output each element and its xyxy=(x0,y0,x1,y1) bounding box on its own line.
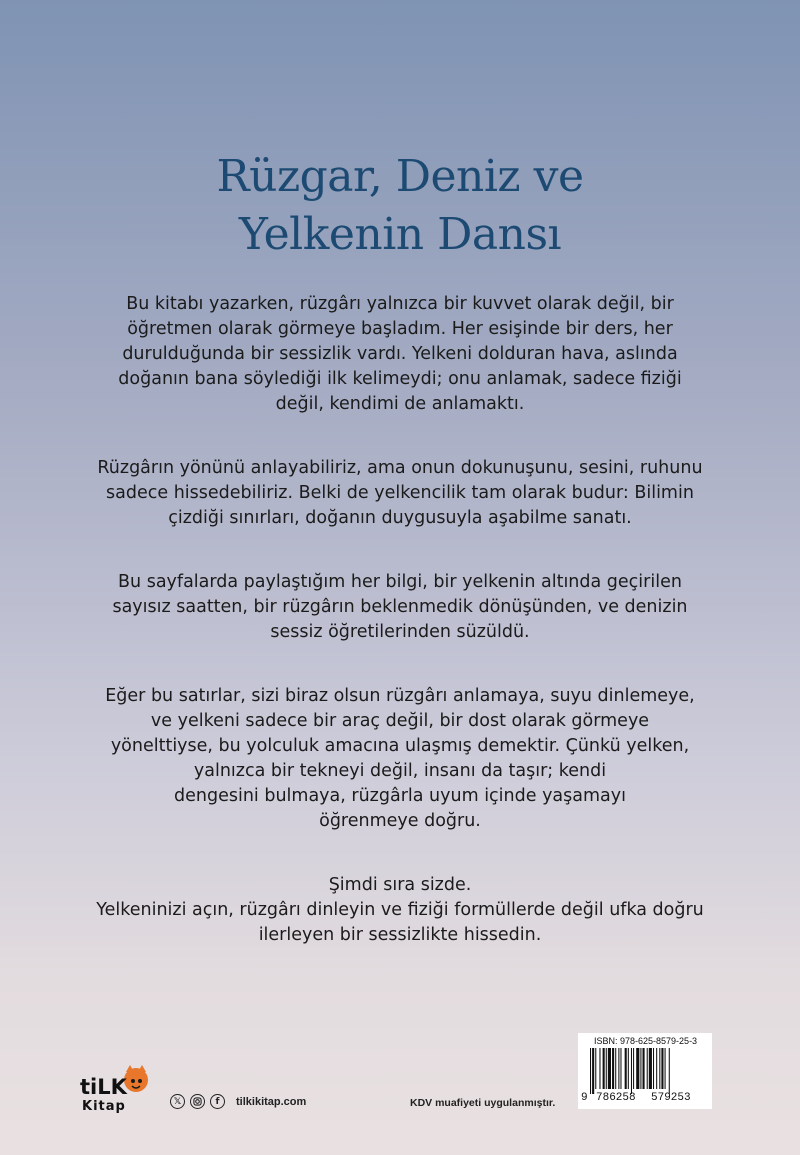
svg-text:Kitap: Kitap xyxy=(82,1099,126,1114)
paragraph-line: öğretmen olarak görmeye başladım. Her esişinde bir ders, her xyxy=(127,319,673,339)
paragraph xyxy=(80,292,720,417)
paragraph-line: Bu kitabı yazarken, rüzgârı yalnızca bir kuvvet olarak değil, bir xyxy=(126,294,674,314)
paragraph-line: Şimdi sıra sizde. xyxy=(328,875,472,895)
paragraph-line: Yelkeninizi açın, rüzgârı dinleyin ve fiziği formüllerde değil ufka doğru xyxy=(96,900,704,920)
paragraph-line: dengesini bulmaya, rüzgârla uyum içinde yaşamayı xyxy=(174,786,626,806)
tilki-kitap-logo xyxy=(78,1064,150,1114)
instagram-icon[interactable] xyxy=(190,1094,205,1109)
book-title xyxy=(0,148,800,264)
paragraph-line: yalnızca bir tekneyi değil, insanı da taşır; kendi xyxy=(193,761,607,781)
social-links xyxy=(170,1094,306,1109)
paragraph-line: Bu sayfalarda paylaştığım her bilgi, bir yelkenin altında geçirilen xyxy=(118,572,682,592)
svg-text:tiLK: tiLK xyxy=(80,1075,127,1099)
paragraph xyxy=(80,684,720,834)
back-cover-text xyxy=(80,292,720,987)
paragraph-line: çizdiği sınırları, doğanın duygusuyla aşabilme sanatı. xyxy=(168,508,632,528)
paragraph-line: değil, kendimi de anlamaktı. xyxy=(275,394,525,414)
tax-exemption-note: KDV muafiyeti uygulanmıştır. xyxy=(410,1097,556,1109)
paragraph-line: durulduğunda bir sessizlik vardı. Yelkeni dolduran hava, aslında xyxy=(122,344,678,364)
paragraph xyxy=(80,873,720,948)
paragraph-line: sessiz öğretilerinden süzüldü. xyxy=(270,622,530,642)
fox-icon xyxy=(124,1065,148,1092)
barcode-bars xyxy=(590,1048,702,1094)
paragraph-line: ilerleyen bir sessizlikte hissedin. xyxy=(258,925,542,945)
publisher-website[interactable]: tilkikitap.com xyxy=(236,1095,307,1108)
x-icon[interactable]: 𝕏 xyxy=(170,1094,185,1109)
paragraph-line: doğanın bana söylediği ilk kelimeydi; onu anlamak, sadece fiziği xyxy=(118,369,682,389)
paragraph-line: sadece hissedebiliriz. Belki de yelkencilik tam olarak budur: Bilimin xyxy=(106,483,694,503)
isbn-label: ISBN: 978-625-8579-25-3 xyxy=(594,1036,698,1046)
paragraph xyxy=(80,456,720,531)
book-title-line-1: Rüzgar, Deniz ve xyxy=(216,151,584,202)
paragraph-line: Eğer bu satırlar, sizi biraz olsun rüzgârı anlamaya, suyu dinlemeye, xyxy=(105,686,695,706)
barcode-digit-first: 9 xyxy=(581,1092,588,1104)
paragraph-line: Rüzgârın yönünü anlayabiliriz, ama onun dokunuşunu, sesini, ruhunu xyxy=(97,458,703,478)
isbn-barcode xyxy=(578,1033,712,1109)
facebook-icon[interactable]: f xyxy=(210,1094,225,1109)
barcode-digits-right: 579253 xyxy=(651,1092,691,1104)
paragraph xyxy=(80,570,720,645)
paragraph-line: sayısız saatten, bir rüzgârın beklenmedik dönüşünden, ve denizin xyxy=(112,597,688,617)
paragraph-line: öğrenmeye doğru. xyxy=(319,811,481,831)
paragraph-line: yönelttiyse, bu yolculuk amacına ulaşmış demektir. Çünkü yelken, xyxy=(110,736,690,756)
paragraph-line: ve yelkeni sadece bir araç değil, bir dost olarak görmeye xyxy=(150,711,650,731)
book-title-line-2: Yelkenin Dansı xyxy=(238,209,562,260)
barcode-digits-left: 786258 xyxy=(596,1092,636,1104)
